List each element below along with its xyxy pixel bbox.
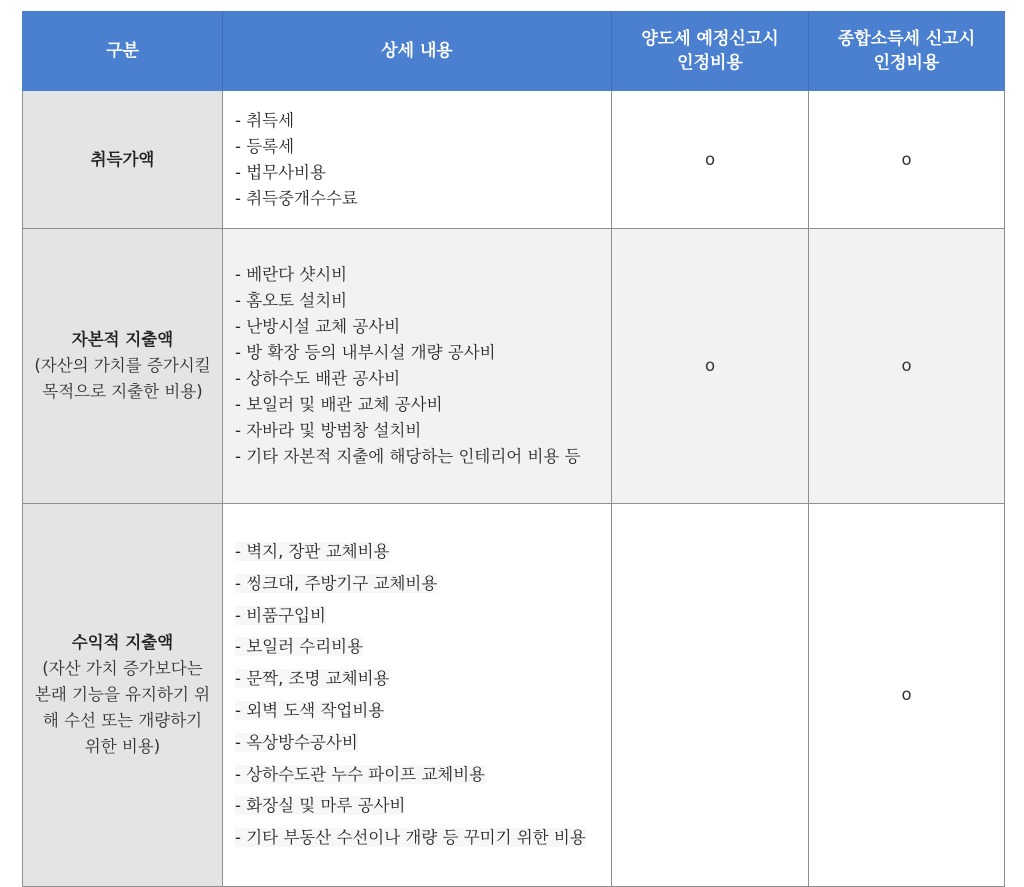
list-item: - 베란다 샷시비 — [235, 265, 348, 284]
table-row — [23, 91, 1005, 229]
category-cell — [23, 504, 223, 887]
header-category: 구분 — [23, 12, 223, 91]
list-item-text: - 씽크대, 주방기구 교체비용 — [235, 573, 438, 593]
list-item: - 기타 자본적 지출에 해당하는 인테리어 비용 등 — [235, 447, 581, 466]
category-description: (자산 가치 증가보다는 본래 기능을 유지하기 위해 수선 또는 개량하기 위한 비용) — [34, 659, 211, 756]
category-title: 자본적 지출액 — [71, 330, 174, 349]
list-item — [235, 822, 599, 854]
header-transfer-tax-label: 양도세 예정신고시 인정비용 — [641, 29, 779, 73]
detail-cell — [223, 91, 612, 229]
detail-list — [235, 536, 599, 854]
list-item — [235, 759, 599, 791]
category-cell — [23, 229, 223, 504]
header-detail: 상세 내용 — [223, 12, 612, 91]
list-item: - 법무사비용 — [235, 162, 326, 182]
list-item — [235, 663, 599, 695]
list-item: - 취득세 — [235, 110, 295, 130]
list-item-text: - 외벽 도색 작업비용 — [235, 701, 385, 720]
list-item-text: - 화장실 및 마루 공사비 — [235, 796, 406, 816]
table-row — [23, 229, 1005, 504]
list-item: - 취득중개수수료 — [235, 188, 358, 208]
transfer-tax-mark: o — [612, 91, 809, 229]
income-tax-mark: o — [809, 91, 1005, 229]
category-title: 수익적 지출액 — [71, 633, 174, 652]
list-item: - 등록세 — [235, 136, 295, 156]
list-item-text: - 벽지, 장판 교체비용 — [235, 542, 390, 562]
list-item: - 보일러 및 배관 교체 공사비 — [235, 395, 443, 414]
list-item — [235, 600, 599, 632]
table-row — [23, 504, 1005, 887]
header-transfer-tax — [612, 12, 809, 91]
list-item: - 상하수도 배관 공사비 — [235, 369, 401, 388]
detail-cell — [223, 229, 612, 504]
list-item — [235, 536, 599, 568]
list-item — [235, 727, 599, 759]
list-item: - 난방시설 교체 공사비 — [235, 317, 401, 336]
list-item: - 방 확장 등의 내부시설 개량 공사비 — [235, 343, 496, 362]
list-item-text: - 문짝, 조명 교체비용 — [235, 669, 390, 689]
header-income-tax-label: 종합소득세 신고시 인정비용 — [837, 29, 976, 73]
list-item — [235, 568, 599, 600]
category-title: 취득가액 — [90, 149, 155, 169]
list-item-text: - 비품구입비 — [235, 605, 326, 625]
category-cell — [23, 91, 223, 229]
detail-list — [235, 262, 599, 470]
list-item-text: - 기타 부동산 수선이나 개량 등 꾸미기 위한 비용 — [235, 828, 586, 848]
list-item: - 자바라 및 방범창 설치비 — [235, 421, 422, 440]
income-tax-mark: o — [809, 229, 1005, 504]
detail-cell — [223, 504, 612, 887]
list-item — [235, 695, 599, 727]
list-item: - 홈오토 설치비 — [235, 291, 348, 310]
list-item-text: - 상하수도관 누수 파이프 교체비용 — [235, 764, 486, 784]
detail-list — [235, 108, 599, 212]
cost-table — [22, 11, 1005, 887]
list-item-text: - 옥상방수공사비 — [235, 732, 358, 752]
transfer-tax-mark: o — [612, 229, 809, 504]
header-income-tax — [809, 12, 1005, 91]
transfer-tax-mark — [612, 504, 809, 887]
category-description: (자산의 가치를 증가시킬 목적으로 지출한 비용) — [34, 356, 211, 401]
header-row — [23, 12, 1005, 91]
list-item-text: - 보일러 수리비용 — [235, 637, 364, 657]
income-tax-mark: o — [809, 504, 1005, 887]
list-item — [235, 790, 599, 822]
list-item — [235, 631, 599, 663]
